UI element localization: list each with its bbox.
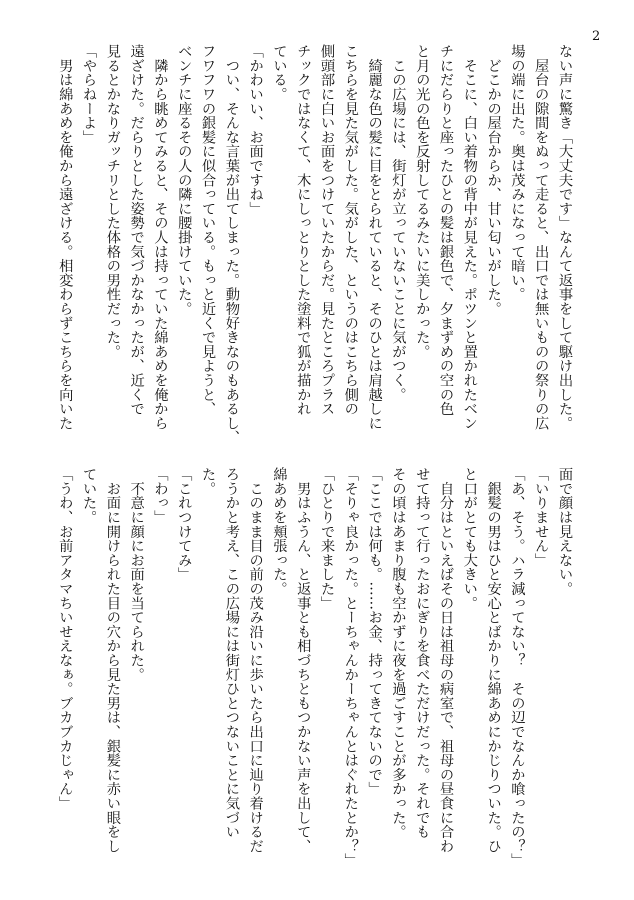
text-line: 「ひとりで来ました」 [319,467,336,610]
text-line: と口がとても大きい。 [461,467,478,610]
text-line: 綿あめを頬張った。 [271,467,288,596]
text-line: と月の光の色を反射してるみたいに美しかった。 [414,44,431,359]
text-line: 隣から眺めてみると、その人は持っていた綿あめを俺から [152,44,169,431]
text-line: そこに、白い着物の背中が見えた。ポツンと置かれたベン [461,44,478,431]
text-line: 「やらねーよ」 [81,44,98,145]
text-line: ていた。 [81,467,98,525]
text-line: 「あ、そう。ハラ減ってない？ その辺でなんか喰ったの？」 [509,467,526,868]
text-line: こちらを見た気がした。気がした、というのはこちら側の [342,44,359,416]
text-line: 「そりゃ良かった。とーちゃんかーちゃんとはぐれたとか？」 [342,467,359,868]
upper-text-block [57,44,576,445]
text-line: 「ここでは何も。……お金、持ってきてないので」 [366,467,383,796]
page-number: 2 [592,29,601,44]
text-line: 「わっ」 [152,467,169,525]
text-line: 銀髪の男はひと安心とばかりに綿あめにかじりついた。ひ [485,467,502,854]
text-line: このまま目の前の茂み沿いに歩いたら出口に辿り着けるだ [247,467,264,854]
text-line: 遠ざけた。だらりとした姿勢で気づかなかったが、近くで [128,44,145,416]
text-line: 「いりません」 [533,467,550,568]
text-line: 不意に顔にお面を当てられた。 [128,467,145,682]
text-line: 面で顔は見えない。 [557,467,573,596]
text-line: 男は綿あめを俺から遠ざける。相変わらずこちらを向いた [57,44,74,431]
text-line: せて持って行ったおにぎりを食べただけだった。それでも [414,467,431,839]
text-line: つい、そんな言葉が出てしまった。動物好きなのもあるし、 [223,44,240,445]
text-line: お面に開けられた目の穴から見た男は、銀髪に赤い眼をし [104,467,121,854]
text-line: 場の端に出た。奥は茂みになって暗い。 [509,44,526,302]
text-line: チックではなくて、木にしっとりとした塗料で狐が描かれ [295,44,312,416]
text-line: ベンチに座るその人の隣に腰掛けていた。 [176,44,193,316]
text-line: ない声に驚き「大丈夫です」なんて返事をして駆け出した。 [557,44,573,431]
text-line: 男はふうん、と返事とも相づちともつかない声を出して、 [295,467,312,854]
text-line: どこかの屋台からか、甘い匂いがした。 [485,44,502,316]
text-line: 「かわいい、お面ですね」 [247,44,264,216]
text-line: チにだらりと座ったひとの髪は銀色で、夕まずめの空の色 [438,44,455,416]
text-line: 「これつけてみ」 [176,467,193,582]
text-line: この広場には、街灯が立っていないことに気がつく。 [390,44,407,402]
text-line: その頃はあまり腹も空かずに夜を過ごすことが多かった。 [390,467,407,839]
text-line: 綺麗な色の髪に目をとられていると、そのひとは肩越しに [366,44,383,431]
text-line: 見るとかなりガッチリとした体格の男性だった。 [104,44,121,359]
lower-text-block [57,467,576,868]
text-line: ろうかと考え、この広場には街灯ひとつないことに気づい [223,467,240,839]
text-line: た。 [200,467,217,496]
text-line: 自分はといえばその日は祖母の病室で、祖母の昼食に合わ [438,467,455,854]
text-line: 屋台の隙間をぬって走ると、出口では無いものの祭りの広 [533,44,550,431]
text-line: 側頭部に白いお面をつけていたからだ。見たところプラス [319,44,336,416]
text-line: フワフワの銀髪に似合っている。もっと近くで見ようと、 [200,44,217,416]
text-line: 「うわ、お前アタマちいせえなぁ。ブカブカじゃん」 [57,467,74,811]
text-line: ている。 [271,44,288,102]
